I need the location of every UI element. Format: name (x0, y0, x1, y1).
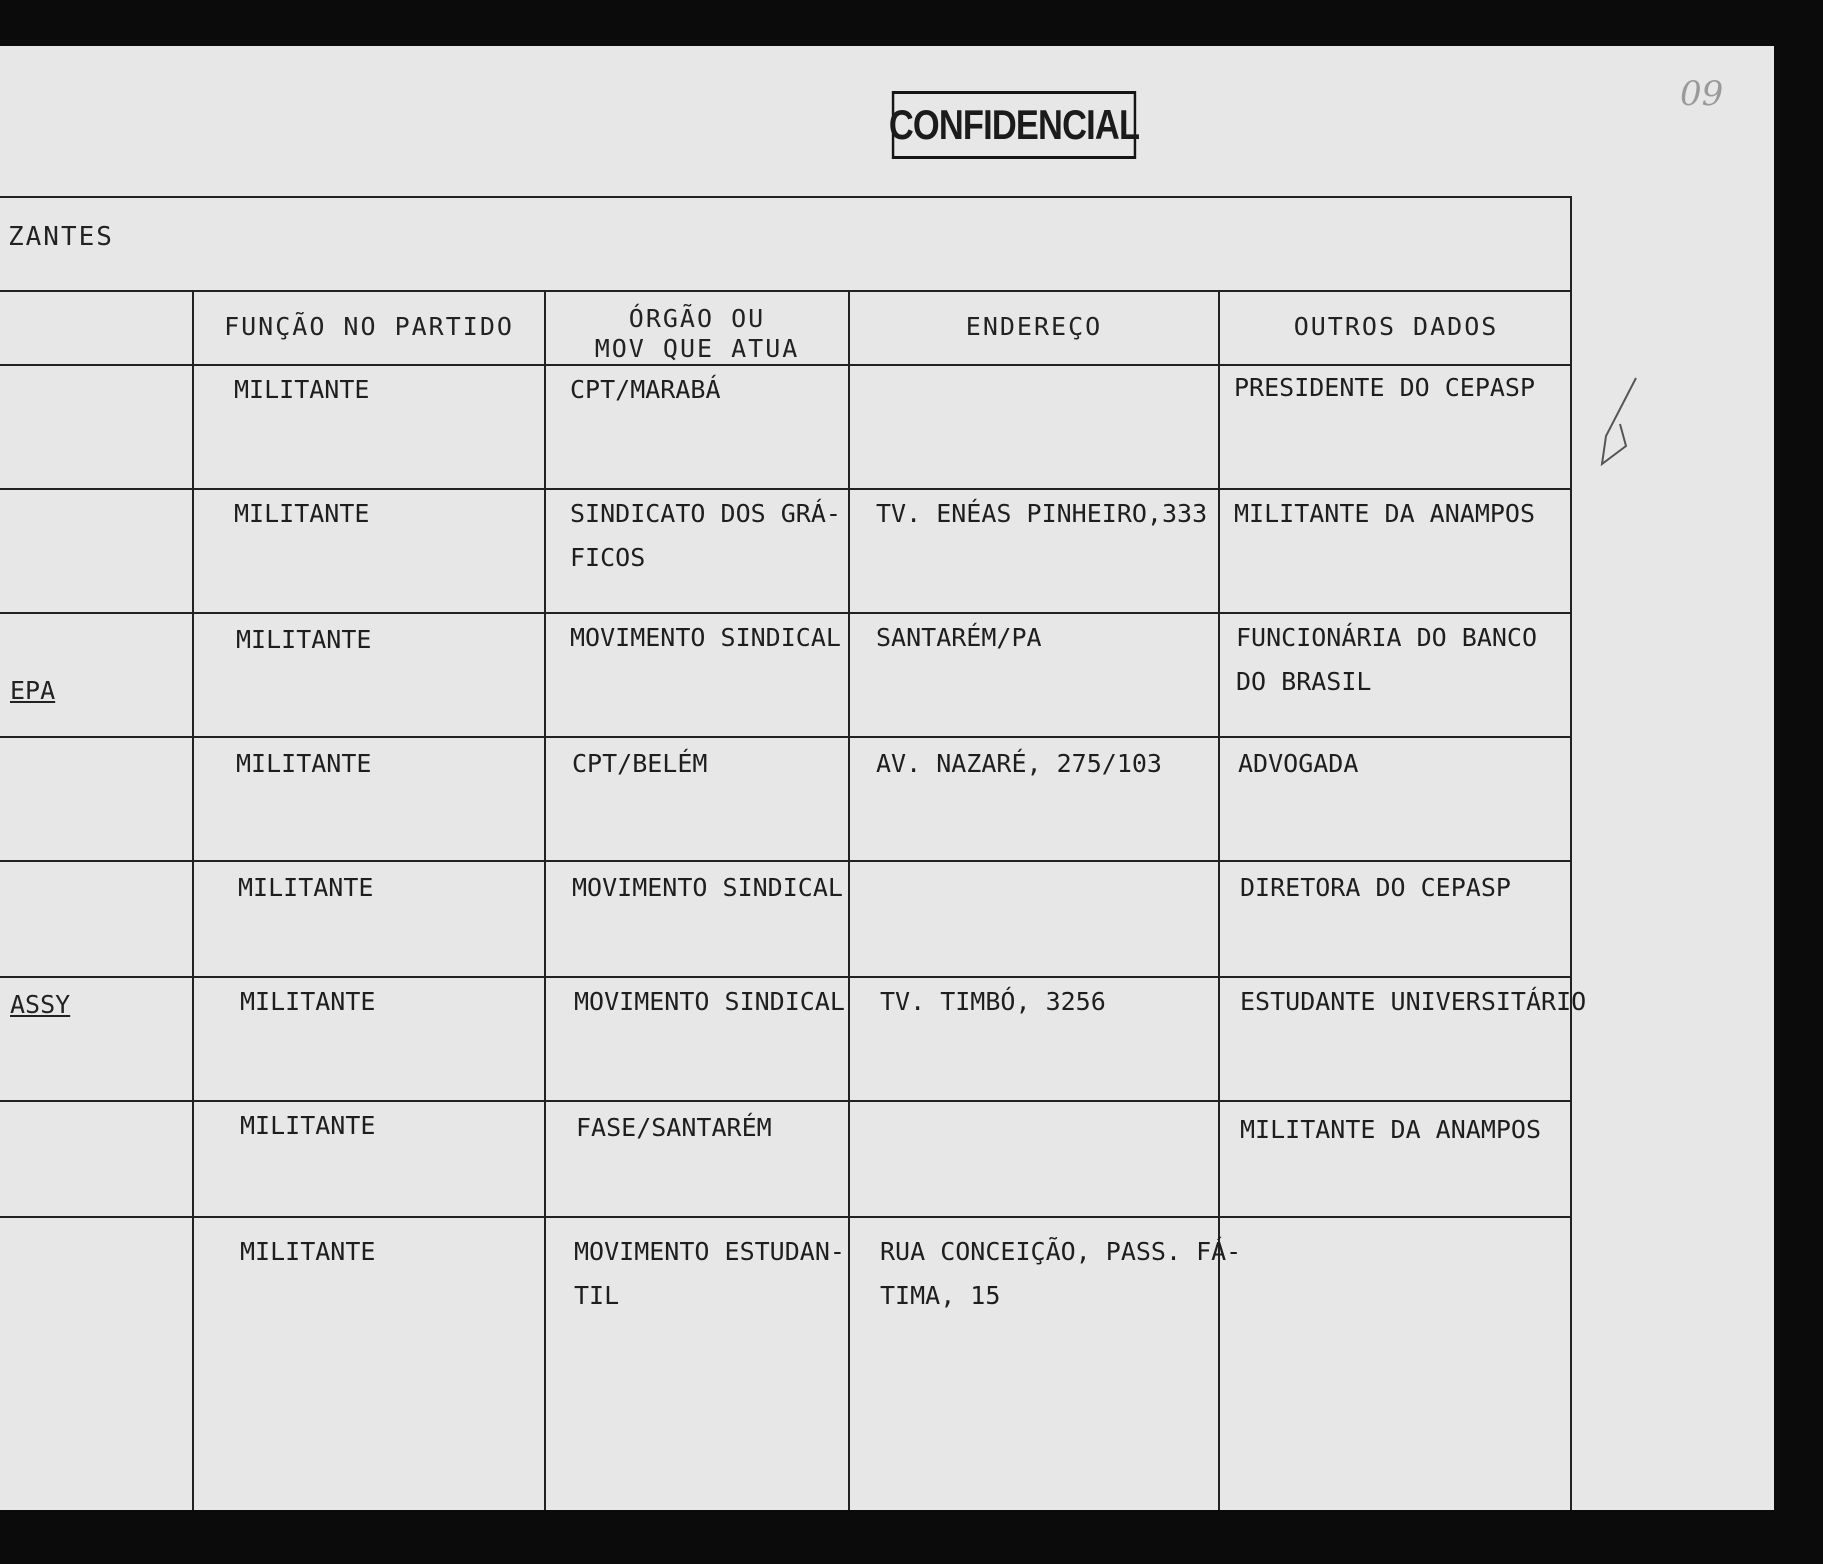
row7-funcao: MILITANTE (240, 1111, 376, 1140)
row6-funcao: MILITANTE (240, 987, 376, 1016)
scan-bottom-border (0, 1510, 1823, 1564)
confidential-stamp: CONFIDENCIAL (892, 91, 1136, 159)
col-divider-4 (1218, 290, 1220, 1510)
row3-endereco: SANTARÉM/PA (876, 623, 1042, 652)
row3-orgao: MOVIMENTO SINDICAL (570, 623, 841, 652)
row6-outros: ESTUDANTE UNIVERSITÁRIO (1240, 987, 1587, 1016)
row4-endereco: AV. NAZARÉ, 275/103 (876, 749, 1162, 778)
col-divider-2 (544, 290, 546, 1510)
document-page (0, 46, 1774, 1510)
header-outros: OUTROS DADOS (1293, 312, 1499, 341)
row-line-2 (0, 612, 1572, 614)
row-line-7 (0, 1216, 1572, 1218)
row3-name-fragment: EPA (10, 676, 56, 705)
row4-orgao: CPT/BELÉM (572, 749, 708, 778)
row-line-5 (0, 976, 1572, 978)
header-endereco: ENDEREÇO (965, 312, 1103, 341)
row2-endereco: TV. ENÉAS PINHEIRO,333 (876, 499, 1208, 528)
header-orgao: ÓRGÃO OU MOV QUE ATUA (594, 304, 800, 363)
row7-orgao: FASE/SANTARÉM (576, 1113, 772, 1142)
row6-endereco: TV. TIMBÓ, 3256 (880, 987, 1106, 1016)
header-top-line (0, 290, 1572, 292)
row6-name-fragment: ASSY (10, 990, 71, 1019)
row8-endereco: RUA CONCEIÇÃO, PASS. FÁ- TIMA, 15 (880, 1237, 1242, 1310)
row8-funcao: MILITANTE (240, 1237, 376, 1266)
margin-checkmark-icon (1596, 376, 1648, 466)
row1-outros: PRESIDENTE DO CEPASP (1234, 373, 1536, 402)
col-divider-3 (848, 290, 850, 1510)
row-line-1 (0, 488, 1572, 490)
row8-orgao: MOVIMENTO ESTUDAN- TIL (574, 1237, 845, 1310)
row7-outros: MILITANTE DA ANAMPOS (1240, 1115, 1542, 1144)
row4-funcao: MILITANTE (236, 749, 372, 778)
row-line-6 (0, 1100, 1572, 1102)
section-label: ZANTES (8, 222, 114, 252)
row6-orgao: MOVIMENTO SINDICAL (574, 987, 845, 1016)
row-line-4 (0, 860, 1572, 862)
row3-funcao: MILITANTE (236, 625, 372, 654)
row2-funcao: MILITANTE (234, 499, 370, 528)
page-number: 09 (1680, 74, 1724, 114)
row5-funcao: MILITANTE (238, 873, 374, 902)
row2-outros: MILITANTE DA ANAMPOS (1234, 499, 1536, 528)
header-funcao: FUNÇÃO NO PARTIDO (224, 312, 514, 341)
row1-orgao: CPT/MARABÁ (570, 375, 721, 404)
row4-outros: ADVOGADA (1238, 749, 1359, 778)
row1-funcao: MILITANTE (234, 375, 370, 404)
row5-outros: DIRETORA DO CEPASP (1240, 873, 1511, 902)
row2-orgao: SINDICATO DOS GRÁ- FICOS (570, 499, 841, 572)
row3-outros: FUNCIONÁRIA DO BANCO DO BRASIL (1236, 623, 1538, 696)
row5-orgao: MOVIMENTO SINDICAL (572, 873, 843, 902)
row-line-3 (0, 736, 1572, 738)
col-divider-1 (192, 290, 194, 1510)
